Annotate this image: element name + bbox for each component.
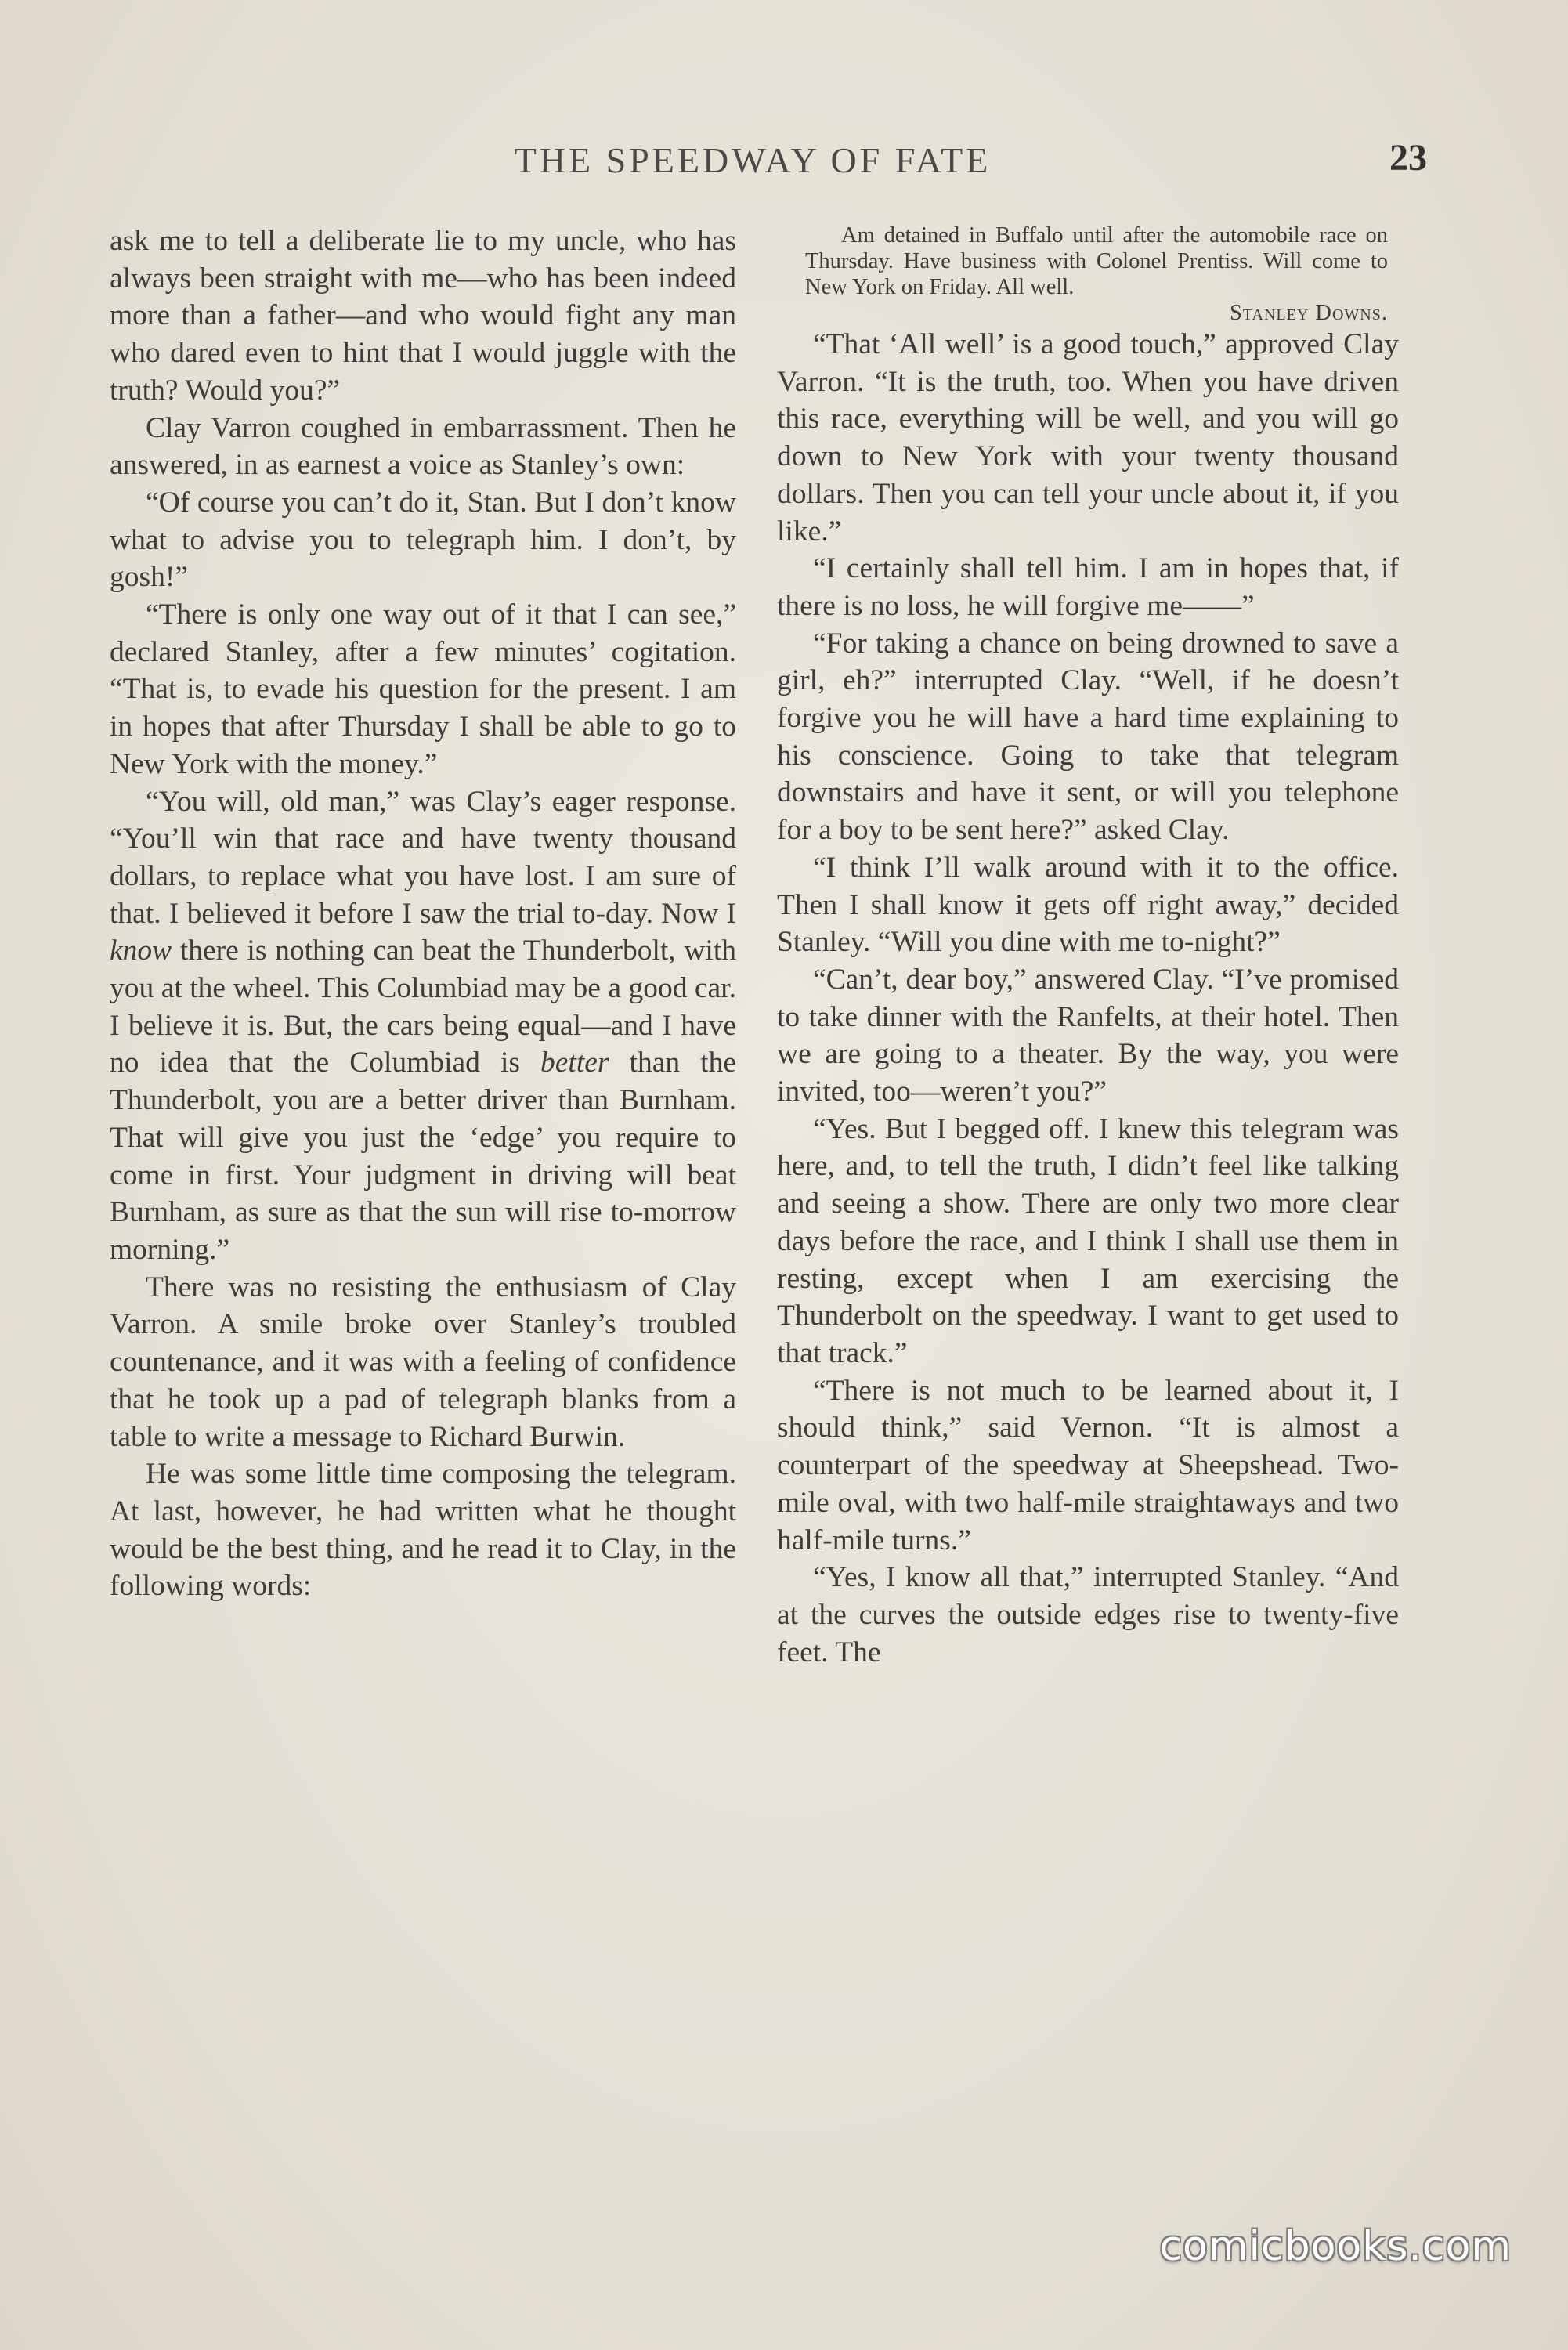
- paragraph-5: [110, 783, 736, 1269]
- paragraph-2: Clay Varron coughed in embarrassment. Then he answered, in as earnest a voice as Stanley’s own:: [110, 411, 736, 482]
- watermark-logo: comicbooks.com: [1159, 2223, 1512, 2270]
- paragraph-3: “Of course you can’t do it, Stan. But I don’t know what to advise you to telegraph him. I don’t, by gosh!”: [110, 486, 736, 594]
- page-header: [110, 137, 1427, 194]
- paragraph-7: He was some little time composing the telegram. At last, however, he had written what he thought would be the best thing, and he read it to Clay, in the following words:: [110, 1458, 736, 1603]
- paragraph-1: ask me to tell a deliberate lie to my uncle, who has always been straight with me—who has been indeed more than a father—and who would fight any man who dared even to hint that I would juggle with the truth? Would you?”: [110, 225, 736, 407]
- right-column: [777, 222, 1399, 1671]
- paragraph-13: “Yes. But I begged off. I knew this telegram was here, and, to tell the truth, I didn’t feel like talking and seeing a show. There are only two more clear days before the race, and I think I shall use them in resting, except when I am exercising the Thunderbolt on the speedway. I want to get used to that track.”: [777, 1112, 1399, 1369]
- emphasis-better: better: [540, 1047, 609, 1079]
- telegram-signature: Stanley Downs.: [1230, 301, 1388, 325]
- paragraph-12: “Can’t, dear boy,” answered Clay. “I’ve promised to take dinner with the Ranfelts, at their hotel. Then we are going to a theater. By the way, you were invited, too—weren’t you?”: [777, 963, 1399, 1108]
- paragraph-4: “There is only one way out of it that I can see,” declared Stanley, after a few minutes’ cogitation. “That is, to evade his question for the present. I am in hopes that after Thursday I shall be able to go to New York with the money.”: [110, 598, 736, 780]
- left-column: [110, 222, 736, 1605]
- paragraph-8: “That ‘All well’ is a good touch,” approved Clay Varron. “It is the truth, too. When you have driven this race, everything will be well, and you will go down to New York with your twenty thousand dollars. Then you can tell your uncle about it, if you like.”: [777, 328, 1399, 548]
- paragraph-11: “I think I’ll walk around with it to the office. Then I shall know it gets off right away,” decided Stanley. “Will you dine with me to-night?”: [777, 851, 1399, 959]
- paragraph-5-part-2: there is nothing can beat the Thunderbolt, with you at the wheel. This Columbiad may be a good car. I believe it is. But, the cars being equal—and I have no idea that the Columbiad is: [110, 935, 736, 1079]
- paragraph-10: “For taking a chance on being drowned to save a girl, eh?” interrupted Clay. “Well, if he doesn’t forgive you he will have a hard time explaining to his conscience. Going to take that telegram downstairs and have it sent, or will you telephone for a boy to be sent here?” asked Clay.: [777, 627, 1399, 847]
- page-number: 23: [1389, 137, 1427, 179]
- paragraph-14: “There is not much to be learned about it, I should think,” said Vernon. “It is almost a counterpart of the speedway at Sheepshead. Two-mile oval, with two half-mile straightaways and two half-mile turns.”: [777, 1374, 1399, 1556]
- paragraph-15: “Yes, I know all that,” interrupted Stanley. “And at the curves the outside edges rise to twenty-five feet. The: [777, 1561, 1399, 1668]
- paragraph-9: “I certainly shall tell him. I am in hopes that, if there is no loss, he will forgive me——”: [777, 552, 1399, 622]
- paragraph-5-part-1: “You will, old man,” was Clay’s eager response. “You’ll win that race and have twenty thousand dollars, to replace what you have lost. I am sure of that. I believed it before I saw the trial to-day. Now I: [110, 785, 736, 930]
- running-head-title: THE SPEEDWAY OF FATE: [514, 140, 992, 180]
- telegram-body: Am detained in Buffalo until after the automobile race on Thursday. Have business with Colonel Prentiss. Will come to New York on Friday. All well.: [805, 223, 1388, 299]
- emphasis-know: know: [110, 935, 172, 967]
- paragraph-6: There was no resisting the enthusiasm of Clay Varron. A smile broke over Stanley’s troubled countenance, and it was with a feeling of confidence that he took up a pad of telegraph blanks from a table to write a message to Richard Burwin.: [110, 1271, 736, 1453]
- paragraph-5-part-3: than the Thunderbolt, you are a better driver than Burnham. That will give you just the ‘edge’ you require to come in first. Your judgment in driving will beat Burnham, as sure as that the sun will rise to-morrow morning.”: [110, 1047, 736, 1266]
